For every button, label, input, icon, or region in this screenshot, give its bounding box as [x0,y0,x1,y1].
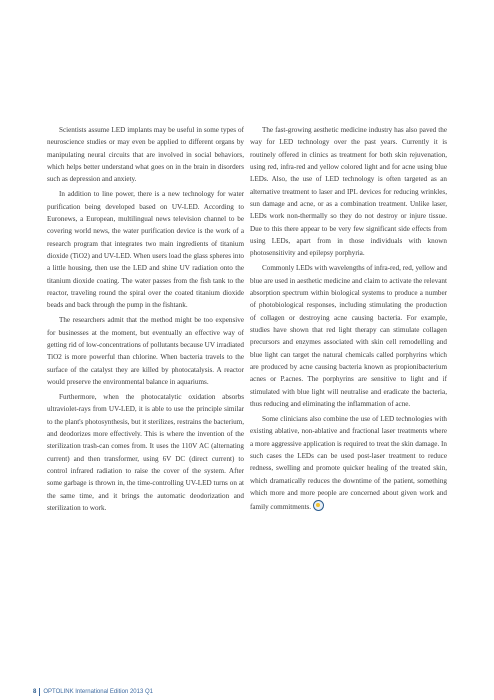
paragraph: In addition to line power, there is a new technology for water purification being developed based on UV-LED. According to Euronews, a European, multilingual news television channel to be covering world news, the water purification device is the work of a research program that integrates two main ingredients of titanium dioxide (TiO2) and UV-LED. When users load the glass spheres into a little housing, then use the LED and shine UV radiation onto the titanium dioxide coating. The water passes from the fish tank to the reactor, traveling round the spiral over the coated titanium dioxide beads and back through the pump in the fishtank. [47,190,244,310]
right-column [250,124,447,515]
page-number: 8 [33,689,37,695]
paragraph: Commonly LEDs with wavelengths of infra-red, red, yellow and blue are used in aesthetic medicine and claim to activate the relevant absorption spectrum within biological systems to produce a number of photobiological responses, including stimulating the production of collagen or destroying acne causing bacteria. For example, studies have shown that red light therapy can stimulate collagen precursors and enzymes associated with skin cell remodelling and blue light can target the natural chemicals called porphyrins which are produced by acne causing bacteria known as propionibacterium acnes or P.acnes. The porphyrins are sensitive to light and if stimulated with blue light will neutralise and eradicate the bacteria, thus reducing and eliminating the inflammation of acne. [250,264,447,409]
paragraph: Scientists assume LED implants may be useful in some types of neuroscience studies or may even be applied to different organs by manipulating neural circuits that are involved in social behaviors, which helps better understand what goes on in the brain in disorders such as depression and anxiety. [47,126,244,184]
page-footer [33,687,153,697]
footer-divider [39,688,40,696]
paragraph: The researchers admit that the method might be too expensive for businesses at the moment, but eventually an effective way of getting rid of low-concentrations of pollutants because UV irradiated TiO2 is more powerful than chlorine. When bacteria travels to the surface of the catalyst they are killed by photocatalysis. A reactor would preserve the environmental balance in aquariums. [47,316,244,387]
paragraph: The fast-growing aesthetic medicine industry has also paved the way for LED technology over the past years. Currently it is routinely offered in clinics as treatment for both skin rejuvenation, using red, infra-red and yellow colored light and for acne using blue LEDs. Also, the use of LED technology is often targeted as an alternative treatment to laser and IPL devices for reducing wrinkles, sun damage and acne, or as a combination treatment. Unlike laser, LEDs work non-thermally so they do not destroy or injure tissue. Due to this there appear to be very few significant side effects from using LEDs, apart from in those individuals with known photosensitivity and epilepsy porphyria. [250,126,447,258]
publication-name: OPTOLINK International Edition 2013 Q1 [43,689,153,695]
paragraph: Furthermore, when the photocatalytic oxidation absorbs ultraviolet-rays from UV-LED, it is able to use the principle similar to the plant's photosynthesis, but it sterilizes, restrains the bacterium, and deodorizes more effectively. This is where the invention of the sterilization trash-can comes from. It uses the 110V AC (alternating current) and then transformer, using 6V DC (direct current) to control infrared radiation to raise the cover of the system. After some garbage is thrown in, the time-controlling UV-LED turns on at the same time, and it brings the automatic deodorization and sterilization to work. [47,393,244,513]
paragraph-last [250,413,447,513]
left-column [47,124,244,517]
end-of-article-icon [313,500,324,511]
paragraph-text: Some clinicians also combine the use of LED technologies with existing ablative, non-ablative and fractional laser treatments where a more aggressive application is required to treat the skin damage. In such cases the LEDs can be used post-laser treatment to reduce redness, swelling and promote quicker healing of the treated skin, which dramatically reduces the downtime of the patient, something which more and more people are concerned about given work and family commitments. [250,415,447,511]
